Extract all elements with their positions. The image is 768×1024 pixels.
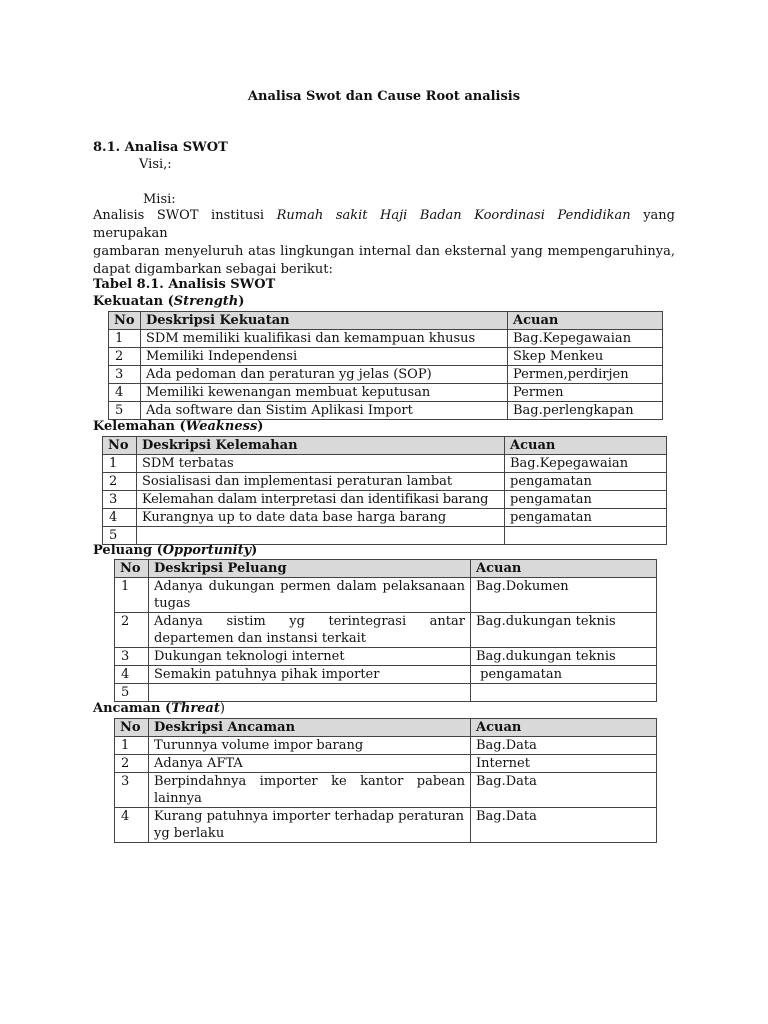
table-row xyxy=(109,366,663,384)
row-description: Kurang patuhnya importer terhadap peraturan yg berlaku xyxy=(149,808,471,843)
table-row xyxy=(115,666,657,684)
header-reference: Acuan xyxy=(471,719,657,737)
row-description: Dukungan teknologi internet xyxy=(149,648,471,666)
table-header-row xyxy=(109,312,663,330)
row-description: Memiliki kewenangan membuat keputusan xyxy=(141,384,508,402)
row-no: 5 xyxy=(109,402,141,420)
table-row xyxy=(115,773,657,808)
threat-label xyxy=(93,700,225,718)
paragraph-text-b: yang merupakan xyxy=(93,208,675,241)
header-reference: Acuan xyxy=(508,312,663,330)
header-description: Deskripsi Kelemahan xyxy=(137,437,505,455)
opportunity-label-end: ) xyxy=(251,543,258,558)
strength-label-end: ) xyxy=(238,294,245,309)
row-no: 4 xyxy=(115,808,149,843)
threat-table xyxy=(114,718,657,843)
threat-label-text: Ancaman ( xyxy=(93,701,172,716)
opportunity-label-text: Peluang ( xyxy=(93,543,163,558)
row-no: 1 xyxy=(115,578,149,613)
row-description: Memiliki Independensi xyxy=(141,348,508,366)
paragraph-text-a: Analisis SWOT institusi xyxy=(93,208,277,223)
table-row xyxy=(115,648,657,666)
row-reference: pengamatan xyxy=(505,509,667,527)
table-row xyxy=(115,755,657,773)
row-reference: Internet xyxy=(471,755,657,773)
header-description: Deskripsi Kekuatan xyxy=(141,312,508,330)
row-reference: Permen,perdirjen xyxy=(508,366,663,384)
row-reference: Bag.Dokumen xyxy=(471,578,657,613)
threat-label-italic: Threat xyxy=(171,701,220,716)
row-description: Kelemahan dalam interpretasi dan identifikasi barang xyxy=(137,491,505,509)
header-description: Deskripsi Ancaman xyxy=(149,719,471,737)
table-header-row xyxy=(103,437,667,455)
strength-label xyxy=(93,293,244,311)
row-reference xyxy=(471,684,657,702)
row-description: Berpindahnya importer ke kantor pabean lainnya xyxy=(149,773,471,808)
row-no: 3 xyxy=(109,366,141,384)
opportunity-label xyxy=(93,542,257,560)
table-row xyxy=(115,737,657,755)
row-description: Adanya AFTA xyxy=(149,755,471,773)
row-description: Kurangnya up to date data base harga barang xyxy=(137,509,505,527)
row-reference: Bag.Data xyxy=(471,737,657,755)
row-no: 3 xyxy=(115,773,149,808)
weakness-label-italic: Weakness xyxy=(185,419,258,434)
table-row xyxy=(115,578,657,613)
weakness-label-end: ) xyxy=(257,419,264,434)
opportunity-label-italic: Opportunity xyxy=(162,543,252,558)
header-reference: Acuan xyxy=(471,560,657,578)
institution-name: Rumah sakit Haji Badan Koordinasi Pendidikan xyxy=(276,208,631,223)
row-reference: pengamatan xyxy=(505,491,667,509)
row-no: 4 xyxy=(115,666,149,684)
row-no: 5 xyxy=(103,527,137,545)
row-reference: Bag.dukungan teknis xyxy=(471,648,657,666)
swot-paragraph xyxy=(93,207,675,279)
row-no: 4 xyxy=(103,509,137,527)
row-reference: pengamatan xyxy=(505,473,667,491)
strength-label-italic: Strength xyxy=(173,294,239,309)
row-reference: Bag.perlengkapan xyxy=(508,402,663,420)
row-description: Ada software dan Sistim Aplikasi Import xyxy=(141,402,508,420)
strength-table xyxy=(108,311,663,420)
header-no: No xyxy=(109,312,141,330)
row-no: 2 xyxy=(103,473,137,491)
header-description: Deskripsi Peluang xyxy=(149,560,471,578)
paragraph-text-d: dapat digambarkan sebagai berikut: xyxy=(93,262,333,277)
row-no: 3 xyxy=(115,648,149,666)
row-reference: Permen xyxy=(508,384,663,402)
row-description: Semakin patuhnya pihak importer xyxy=(149,666,471,684)
table-header-row xyxy=(115,719,657,737)
row-no: 5 xyxy=(115,684,149,702)
row-reference: Bag.dukungan teknis xyxy=(471,613,657,648)
row-description: Turunnya volume impor barang xyxy=(149,737,471,755)
row-no: 2 xyxy=(115,755,149,773)
table-row xyxy=(103,473,667,491)
table-row xyxy=(103,455,667,473)
row-no: 3 xyxy=(103,491,137,509)
row-reference: Bag.Kepegawaian xyxy=(508,330,663,348)
threat-label-end: ) xyxy=(219,701,225,716)
row-reference: pengamatan xyxy=(471,666,657,684)
row-reference: Bag.Data xyxy=(471,808,657,843)
row-description: SDM terbatas xyxy=(137,455,505,473)
document-title: Analisa Swot dan Cause Root analisis xyxy=(247,89,521,104)
header-no: No xyxy=(103,437,137,455)
row-reference: Bag.Kepegawaian xyxy=(505,455,667,473)
header-reference: Acuan xyxy=(505,437,667,455)
weakness-label-text: Kelemahan ( xyxy=(93,419,186,434)
table-caption: Tabel 8.1. Analisis SWOT xyxy=(93,277,276,292)
weakness-label xyxy=(93,418,263,436)
section-heading: 8.1. Analisa SWOT xyxy=(93,140,228,155)
table-row xyxy=(109,384,663,402)
row-description xyxy=(149,684,471,702)
table-row xyxy=(115,808,657,843)
table-row xyxy=(109,330,663,348)
table-row xyxy=(115,613,657,648)
paragraph-line-2 xyxy=(93,243,675,261)
row-description: Sosialisasi dan implementasi peraturan lambat xyxy=(137,473,505,491)
table-row xyxy=(109,348,663,366)
row-reference: Bag.Data xyxy=(471,773,657,808)
table-row xyxy=(109,402,663,420)
table-row xyxy=(103,509,667,527)
row-no: 4 xyxy=(109,384,141,402)
visi-label: Visi,: xyxy=(139,157,172,172)
row-description: Adanya sistim yg terintegrasi antar departemen dan instansi terkait xyxy=(149,613,471,648)
row-no: 1 xyxy=(115,737,149,755)
strength-label-text: Kekuatan ( xyxy=(93,294,174,309)
row-reference xyxy=(505,527,667,545)
table-row xyxy=(103,491,667,509)
row-description: SDM memiliki kualifikasi dan kemampuan khusus xyxy=(141,330,508,348)
opportunity-table xyxy=(114,559,657,702)
header-no: No xyxy=(115,719,149,737)
row-reference: Skep Menkeu xyxy=(508,348,663,366)
misi-label: Misi: xyxy=(143,192,176,207)
paragraph-text-c: gambaran menyeluruh atas lingkungan internal dan eksternal yang mempengaruhinya, xyxy=(93,244,675,259)
header-no: No xyxy=(115,560,149,578)
row-description: Adanya dukungan permen dalam pelaksanaan tugas xyxy=(149,578,471,613)
weakness-table xyxy=(102,436,667,545)
row-no: 1 xyxy=(103,455,137,473)
row-no: 2 xyxy=(109,348,141,366)
row-description: Ada pedoman dan peraturan yg jelas (SOP) xyxy=(141,366,508,384)
paragraph-line-1 xyxy=(93,207,675,243)
row-no: 1 xyxy=(109,330,141,348)
row-no: 2 xyxy=(115,613,149,648)
table-header-row xyxy=(115,560,657,578)
table-row xyxy=(115,684,657,702)
